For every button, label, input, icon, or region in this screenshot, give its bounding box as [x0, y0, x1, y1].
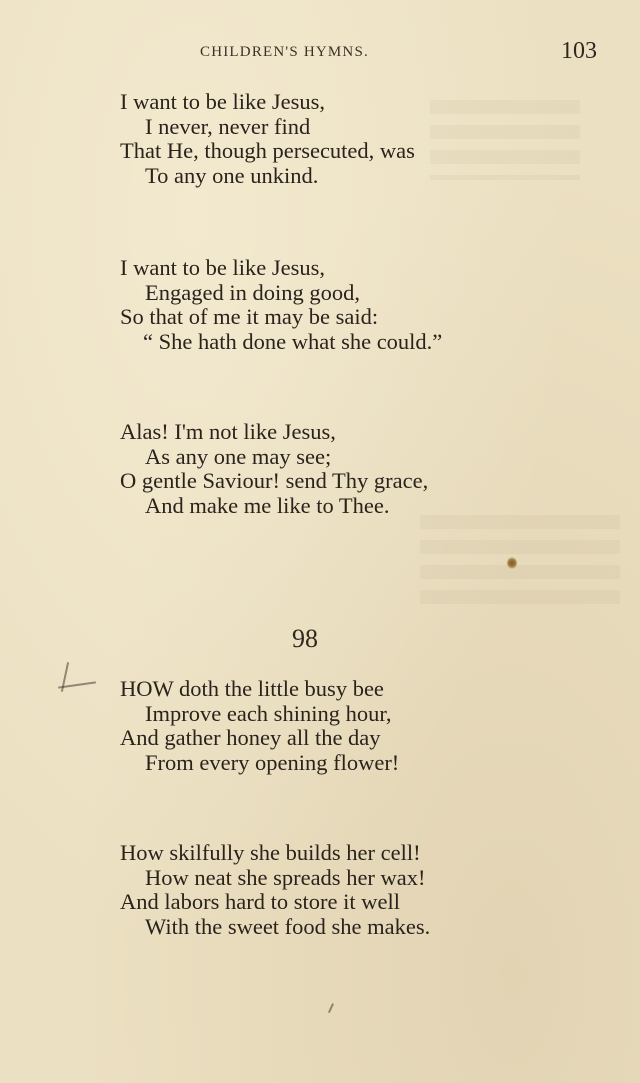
running-head: CHILDREN'S HYMNS. [200, 44, 369, 60]
verse-line: I want to be like Jesus, [120, 255, 325, 280]
verse-line: And labors hard to store it well [120, 889, 400, 914]
hymn-number: 98 [292, 624, 318, 653]
verse-line: From every opening flower! [145, 749, 400, 775]
verse-line: To any one unkind. [145, 162, 319, 188]
verse-line: As any one may see; [145, 443, 332, 469]
verse-line: I never, never find [145, 113, 311, 139]
verse-line: With the sweet food she makes. [145, 913, 431, 939]
stanza [120, 677, 399, 775]
verse-line: How neat she spreads her wax! [145, 864, 426, 890]
verse-line: “ She hath done what she could.” [143, 328, 443, 354]
verse-line: Improve each shining hour, [145, 700, 392, 726]
show-through-texture [420, 515, 620, 610]
verse-line: And make me like to Thee. [145, 492, 390, 518]
verse-line: How skilfully she builds her cell! [120, 840, 421, 865]
stanza [120, 256, 442, 354]
page-number: 103 [561, 38, 597, 64]
verse-line: I want to be like Jesus, [120, 89, 325, 114]
verse-line: HOW doth the little busy bee [120, 676, 384, 701]
stanza [120, 420, 428, 518]
verse-line: That He, though persecuted, was [120, 138, 415, 163]
ink-stain [507, 557, 517, 569]
stanza [120, 90, 415, 188]
verse-line: O gentle Saviour! send Thy grace, [120, 468, 429, 493]
margin-mark [328, 1003, 334, 1013]
verse-line: And gather honey all the day [120, 725, 381, 750]
verse-line: So that of me it may be said: [120, 304, 379, 329]
verse-line: Engaged in doing good, [145, 279, 360, 305]
stanza [120, 841, 430, 939]
verse-line: Alas! I'm not like Jesus, [120, 419, 336, 444]
show-through-texture [430, 100, 580, 180]
